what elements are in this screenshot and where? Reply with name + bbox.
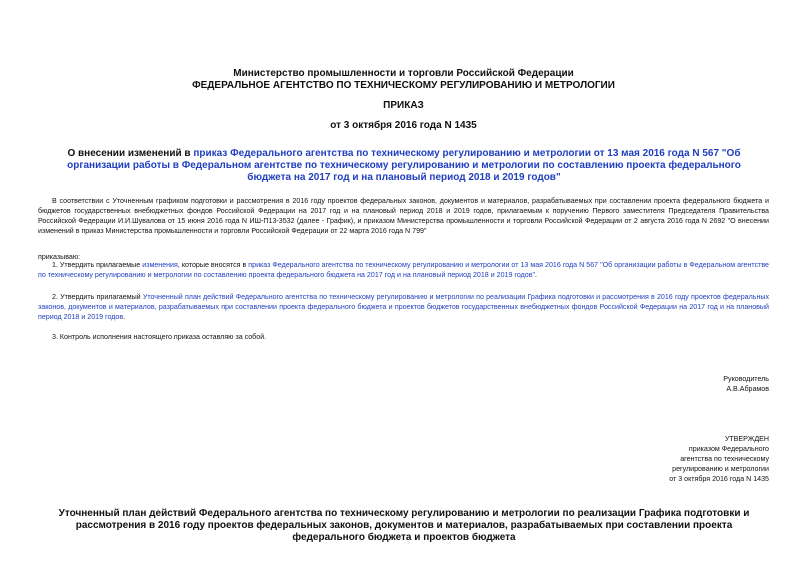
approval-line-4: регулированию и метрологии: [672, 465, 769, 473]
agency-name: ФЕДЕРАЛЬНОЕ АГЕНТСТВО ПО ТЕХНИЧЕСКОМУ РЕГУЛИРОВАНИЮ И МЕТРОЛОГИИ: [192, 80, 615, 91]
doc-type: ПРИКАЗ: [383, 100, 424, 111]
item-1-link-changes[interactable]: изменения: [142, 261, 178, 269]
item-1-start: 1. Утвердить прилагаемые: [52, 261, 143, 269]
preamble: В соответствии с Уточненным графиком подготовки и рассмотрения в 2016 году проектов федеральных законов, документов и материалов, разрабатываемых при составлении проекта федерального бюджета и бюджетов государственных внебюджетных фондов Российской Федерации на 2017 год и на плановый период 2018 и 2019 годов, прилагаемым к поручению Первого заместителя Председателя Правительства Российской Федерации И.И.Шувалова от 15 июня 2016 года N ИШ-П13-3532 (далее - График), и приказом Министерства промышленности и торговли Российской Федерации от 2 августа 2016 года N 2692 "О внесении изменений в приказ Министерства промышленности и торговли Российской Федерации от 22 марта 2016 года N 799": [38, 197, 769, 235]
title-prefix: О внесении изменений в: [67, 148, 194, 159]
plan-title: Уточненный план действий Федерального агентства по техническому регулированию и метрологии по реализации Графика подготовки и рассмотрения в 2016 году проектов федеральных законов, документов и материалов, разрабатываемых при составлении проекта федерального бюджета и проектов бюджета: [58, 508, 750, 543]
approval-block: [560, 434, 769, 484]
signature-block: [560, 374, 769, 394]
approval-line-3: агентства по техническому: [680, 455, 769, 463]
item-2-start: 2. Утвердить прилагаемый: [52, 293, 143, 301]
approval-line-2: приказом Федерального: [688, 445, 769, 453]
header-block: [0, 68, 807, 132]
signature-position: Руководитель: [723, 375, 769, 383]
ministry-name: Министерство промышленности и торговли Российской Федерации: [233, 68, 574, 79]
item-2-end: .: [123, 313, 126, 321]
approval-line-5: от 3 октября 2016 года N 1435: [669, 475, 769, 483]
signature-name: А.В.Абрамов: [726, 385, 769, 393]
item-1: [38, 260, 769, 280]
title-link[interactable]: приказ Федерального агентства по техническому регулированию и метрологии от 13 мая 2016 года N 567 "Об организации работы в Федеральном агентстве по техническому регулированию и метрологии по составлению проекта федерального бюджета на 2017 год и на плановый период 2018 и 2019 годов": [67, 148, 741, 183]
item-1-link-order[interactable]: приказ Федерального агентства по техническому регулированию и метрологии от 13 мая 2016 года N 567 "Об организации работы в Федеральном агентстве по техническому регулированию и метрологии по составлению проекта федерального бюджета на 2017 год и на плановый период 2018 и 2019 годов": [38, 261, 769, 279]
doc-title: [62, 148, 746, 184]
item-1-end: .: [535, 271, 537, 279]
order-word: приказываю:: [38, 253, 81, 261]
item-2-link-plan[interactable]: Уточненный план действий Федерального агентства по техническому регулированию и метрологии по реализации Графика подготовки и рассмотрения в 2016 году проектов федеральных законов, документов и материалов, разрабатываемых при составлении проекта федерального бюджета и проектов бюджетов государственных внебюджетных фондов Российской Федерации на 2017 год и на плановый период 2018 и 2019 годов: [38, 293, 770, 321]
item-3: 3. Контроль исполнения настоящего приказа оставляю за собой.: [52, 333, 267, 341]
item-2: [38, 292, 769, 322]
item-1-mid: , которые вносятся в: [177, 261, 249, 269]
approval-line-1: УТВЕРЖДЕН: [724, 435, 769, 443]
doc-date-number: от 3 октября 2016 года N 1435: [330, 120, 477, 131]
